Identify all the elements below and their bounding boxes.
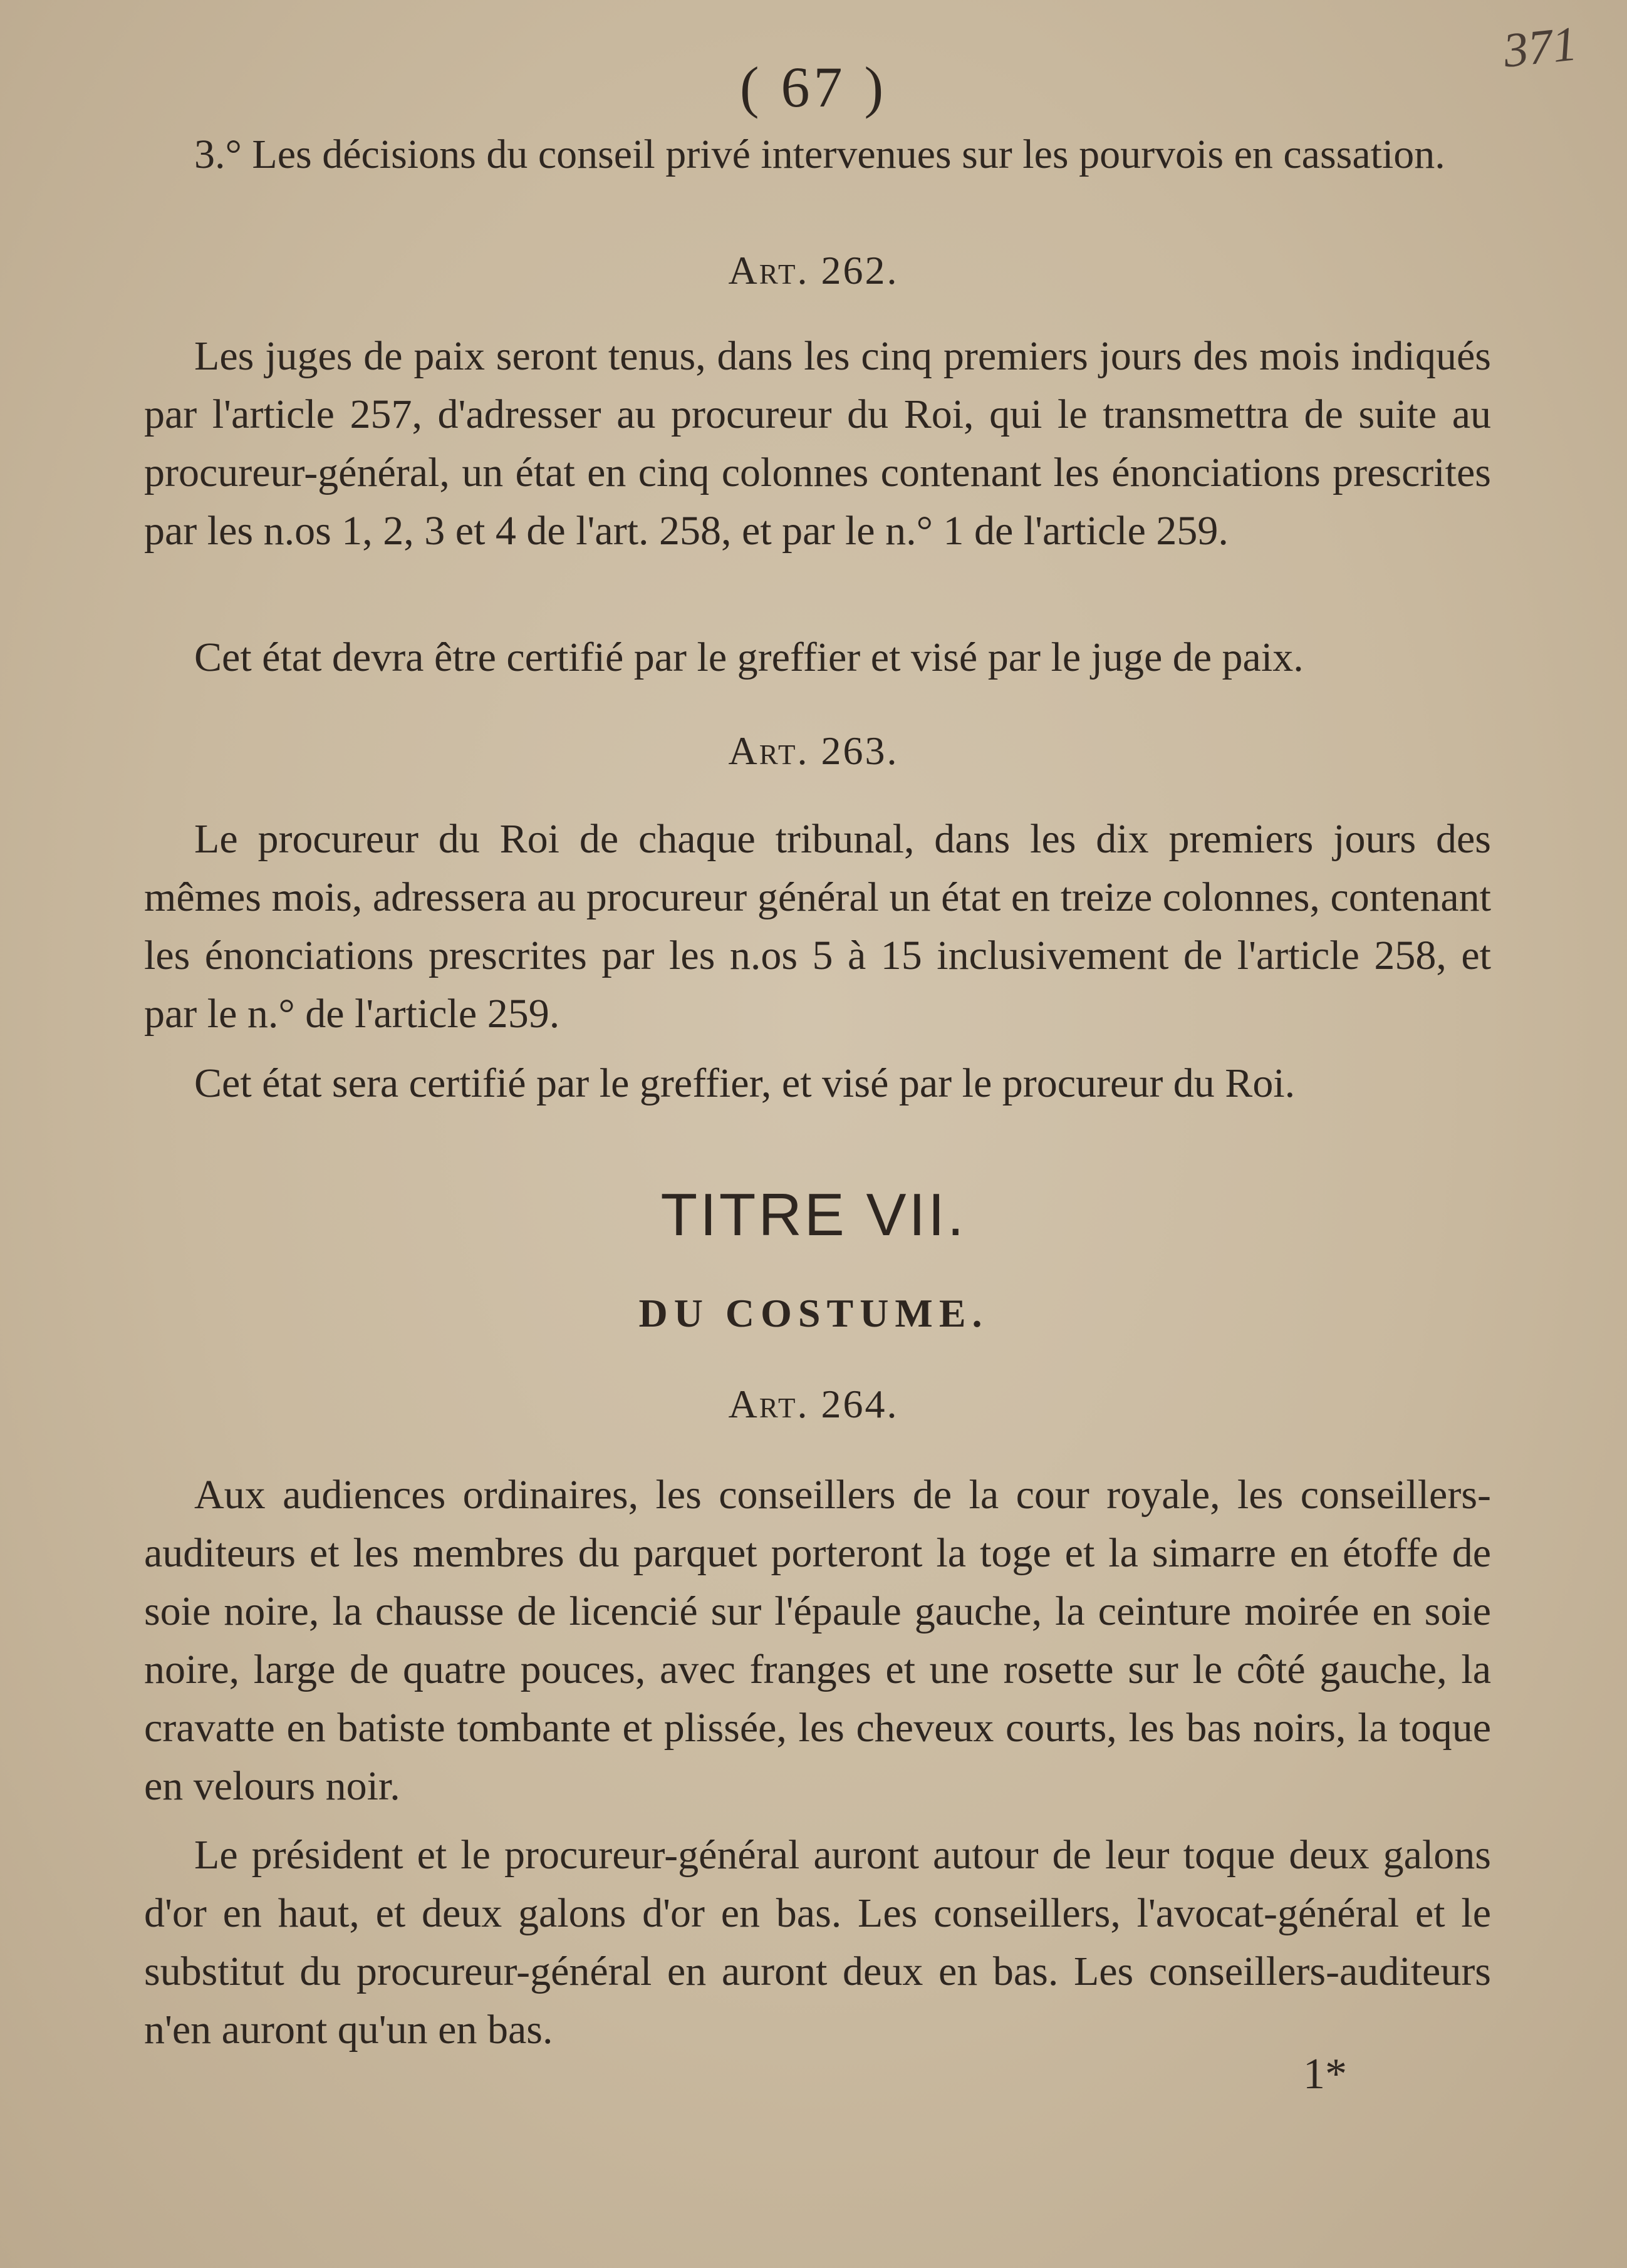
paragraph-galons: Le président et le procureur-général auront autour de leur toque deux galons d'or en haut, et deux galons d'or en bas. Les conseillers, l'avocat-général et le substitut du procureur-général en auront deux en bas. Les conseillers-auditeurs n'en auront qu'un en bas. — [144, 1832, 1491, 2053]
paragraph-audiences-ordinaires: Aux audiences ordinaires, les conseillers de la cour royale, les conseillers-auditeurs et les membres du parquet porteront la toge et la simarre en étoffe de soie noire, la chausse de licencié sur l'épaule gauche, la ceinture moirée en soie noire, large de quatre pouces, avec franges et une rosette sur le côté gauche, la cravatte en batiste tombante et plissée, les cheveux courts, les bas noirs, la toque en velours noir. — [144, 1472, 1491, 1809]
article-264-heading: Art. 264. — [728, 1382, 899, 1426]
paragraph-certification-procureur: Cet état sera certifié par le greffier, et visé par le procureur du Roi. — [194, 1060, 1296, 1106]
paragraph-procureur-du-roi: Le procureur du Roi de chaque tribunal, dans les dix premiers jours des mêmes mois, adressera au procureur général un état en treize colonnes, contenant les énonciations prescrites par les n.os 5 à 15 inclusivement de l'article 258, et par le n.° de l'article 259. — [144, 816, 1491, 1037]
signature-mark: 1* — [1303, 2050, 1347, 2098]
article-262-heading: Art. 262. — [728, 248, 899, 293]
article-263-heading: Art. 263. — [728, 728, 899, 773]
paragraph-juges-de-paix: Les juges de paix seront tenus, dans les cinq premiers jours des mois indiqués par l'article 257, d'adresser au procureur du Roi, qui le transmettra de suite au procureur-général, un état en cinq colonnes contenant les énonciations prescrites par les n.os 1, 2, 3 et 4 de l'art. 258, et par le n.° 1 de l'article 259. — [144, 333, 1491, 554]
paragraph-decisions: 3.° Les décisions du conseil privé intervenues sur les pourvois en cassation. — [194, 132, 1445, 177]
paragraph-certification-greffier: Cet état devra être certifié par le greffier et visé par le juge de paix. — [194, 634, 1304, 680]
page-number: ( 67 ) — [739, 55, 888, 119]
titre-heading: TITRE VII. — [660, 1181, 967, 1248]
folio-number: 371 — [1500, 16, 1580, 78]
section-heading: DU COSTUME. — [638, 1291, 989, 1335]
